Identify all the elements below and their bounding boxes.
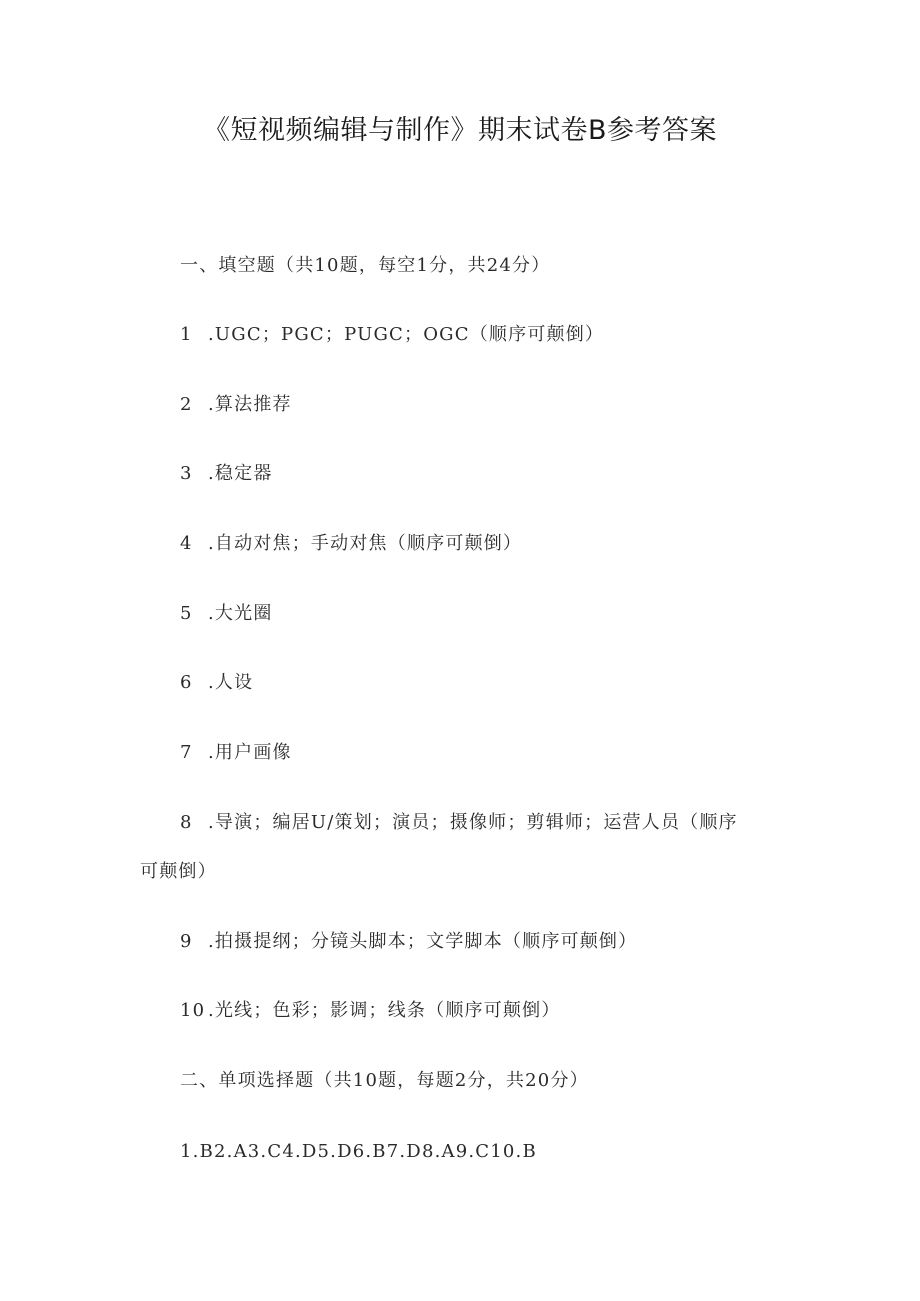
answer-text: .拍摄提纲；分镜头脚本；文学脚本（顺序可颠倒） [208,931,638,952]
document-title: 《短视频编辑与制作》期末试卷B参考答案 [202,115,718,146]
answer-text: .人设 [208,672,254,693]
answer-number: 1 [180,324,193,345]
answer-item-5 [180,599,273,625]
answer-number: 6 [180,672,193,693]
answer-item-8-continuation: 可颠倒） [140,861,217,882]
answer-item-8 [180,808,738,834]
answer-item-4 [180,529,522,555]
answer-text: .大光圈 [208,603,273,624]
answer-number: 9 [180,931,193,952]
answer-item-2 [180,390,292,416]
answer-text: .算法推荐 [208,394,292,415]
choice-answers: 1.B2.A3.C4.D5.D6.B7.D8.A9.C10.B [180,1141,537,1162]
answer-item-6 [180,668,253,694]
answer-text: .用户画像 [208,742,292,763]
answer-number: 3 [180,463,193,484]
answer-item-9 [180,927,637,953]
answer-number: 5 [180,603,193,624]
section-1-heading: 一、填空题（共10题，每空1分，共24分） [180,255,551,276]
answer-text: .UGC；PGC；PUGC；OGC（顺序可颠倒） [208,324,605,345]
answer-number: 8 [180,812,193,833]
answer-text: .导演；编居U/策划；演员；摄像师；剪辑师；运营人员（顺序 [208,812,738,833]
answer-item-7 [180,738,292,764]
section-2-heading: 二、单项选择题（共10题，每题2分，共20分） [180,1070,589,1091]
answer-item-3 [180,459,273,485]
answer-number: 4 [180,533,193,554]
answer-text: .稳定器 [208,463,273,484]
answer-text: .光线；色彩；影调；线条（顺序可颠倒） [208,1000,561,1021]
answer-text: .自动对焦；手动对焦（顺序可颠倒） [208,533,523,554]
answer-number: 10 [180,1000,206,1021]
answer-item-1 [180,320,604,346]
answer-number: 7 [180,742,193,763]
answer-number: 2 [180,394,193,415]
answer-item-10 [180,996,561,1022]
